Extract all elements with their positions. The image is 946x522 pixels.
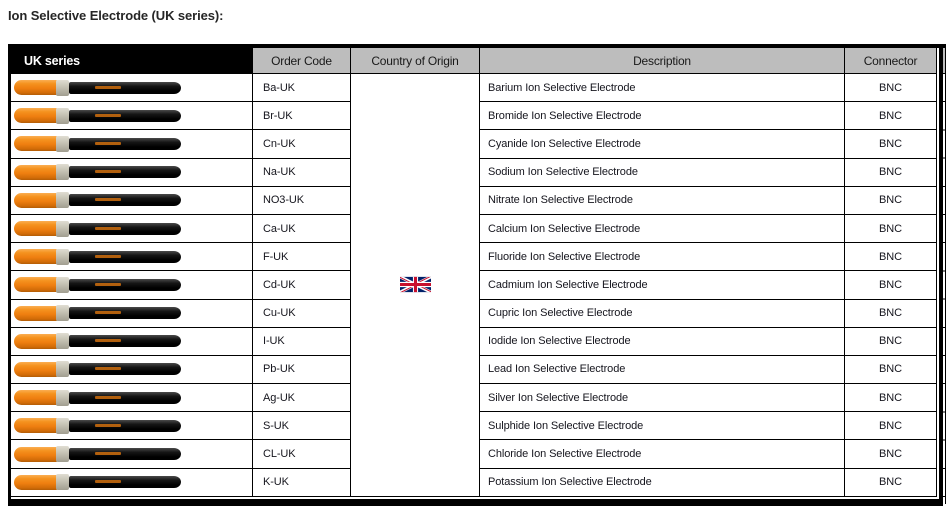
electrode-table	[8, 44, 943, 506]
order-code-cell: Ag-UK	[253, 384, 351, 412]
column-header-description: Description	[480, 48, 845, 74]
connector-cell: BNC	[845, 130, 937, 158]
order-code-cell: Pb-UK	[253, 356, 351, 384]
electrode-brand-mark	[95, 227, 121, 230]
electrode-cap	[14, 390, 57, 405]
electrode-collar	[56, 221, 69, 237]
connector-cell: BNC	[845, 159, 937, 187]
order-code-cell: I-UK	[253, 328, 351, 356]
electrode-brand-mark	[95, 86, 121, 89]
cropped-column-rows	[943, 74, 945, 497]
electrode-collar	[56, 446, 69, 462]
connector-cell: BNC	[845, 102, 937, 130]
electrode-body	[69, 138, 181, 150]
electrode-image	[14, 360, 184, 378]
connector-cell: BNC	[845, 74, 937, 102]
electrode-image	[14, 445, 184, 463]
electrode-cap	[14, 165, 57, 180]
connector-cell: BNC	[845, 384, 937, 412]
electrode-cap	[14, 108, 57, 123]
electrode-cell	[11, 356, 253, 384]
electrode-cell	[11, 130, 253, 158]
connector-cell: BNC	[845, 412, 937, 440]
description-cell: Potassium Ion Selective Electrode	[480, 469, 845, 497]
electrode-cell	[11, 187, 253, 215]
electrode-image	[14, 276, 184, 294]
electrode-brand-mark	[95, 170, 121, 173]
column-header-connector: Connector	[845, 48, 937, 74]
electrode-collar	[56, 164, 69, 180]
column-header-country-of-origin: Country of Origin	[351, 48, 480, 74]
electrode-collar	[56, 390, 69, 406]
electrode-body	[69, 307, 181, 319]
electrode-collar	[56, 192, 69, 208]
order-code-cell: Ca-UK	[253, 215, 351, 243]
description-cell: Cadmium Ion Selective Electrode	[480, 271, 845, 299]
electrode-cap	[14, 193, 57, 208]
order-code-cell: K-UK	[253, 469, 351, 497]
electrode-body	[69, 420, 181, 432]
electrode-collar	[56, 108, 69, 124]
electrode-brand-mark	[95, 452, 121, 455]
description-cell: Iodide Ion Selective Electrode	[480, 328, 845, 356]
electrode-image	[14, 248, 184, 266]
electrode-brand-mark	[95, 198, 121, 201]
electrode-body	[69, 363, 181, 375]
electrode-cell	[11, 412, 253, 440]
electrode-cell	[11, 384, 253, 412]
electrode-image	[14, 389, 184, 407]
electrode-body	[69, 476, 181, 488]
electrode-cell	[11, 102, 253, 130]
electrode-collar	[56, 305, 69, 321]
electrode-cell	[11, 215, 253, 243]
electrode-collar	[56, 418, 69, 434]
electrode-cap	[14, 136, 57, 151]
electrode-brand-mark	[95, 367, 121, 370]
electrode-body	[69, 82, 181, 94]
order-code-cell: F-UK	[253, 243, 351, 271]
electrode-image	[14, 417, 184, 435]
electrode-cap	[14, 334, 57, 349]
electrode-brand-mark	[95, 255, 121, 258]
electrode-cell	[11, 243, 253, 271]
connector-cell: BNC	[845, 187, 937, 215]
electrode-body	[69, 448, 181, 460]
electrode-brand-mark	[95, 480, 121, 483]
order-code-cell: Cu-UK	[253, 300, 351, 328]
description-cell: Sodium Ion Selective Electrode	[480, 159, 845, 187]
electrode-cap	[14, 249, 57, 264]
description-cell: Silver Ion Selective Electrode	[480, 384, 845, 412]
electrode-collar	[56, 333, 69, 349]
order-code-cell: Na-UK	[253, 159, 351, 187]
electrode-image	[14, 191, 184, 209]
connector-cell: BNC	[845, 300, 937, 328]
electrode-brand-mark	[95, 142, 121, 145]
electrode-collar	[56, 474, 69, 490]
electrode-body	[69, 223, 181, 235]
electrode-body	[69, 251, 181, 263]
connector-cell: BNC	[845, 356, 937, 384]
connector-cell: BNC	[845, 440, 937, 468]
electrode-cell	[11, 159, 253, 187]
electrode-brand-mark	[95, 311, 121, 314]
electrode-cell	[11, 300, 253, 328]
electrode-image	[14, 163, 184, 181]
electrode-cap	[14, 80, 57, 95]
order-code-cell: Ba-UK	[253, 74, 351, 102]
description-cell: Chloride Ion Selective Electrode	[480, 440, 845, 468]
connector-cell: BNC	[845, 243, 937, 271]
electrode-cell	[11, 271, 253, 299]
description-cell: Calcium Ion Selective Electrode	[480, 215, 845, 243]
electrode-collar	[56, 277, 69, 293]
order-code-cell: CL-UK	[253, 440, 351, 468]
order-code-cell: NO3-UK	[253, 187, 351, 215]
electrode-brand-mark	[95, 339, 121, 342]
electrode-image	[14, 473, 184, 491]
order-code-cell: S-UK	[253, 412, 351, 440]
electrode-collar	[56, 136, 69, 152]
description-cell: Bromide Ion Selective Electrode	[480, 102, 845, 130]
electrode-cap	[14, 277, 57, 292]
electrode-body	[69, 194, 181, 206]
electrode-collar	[56, 80, 69, 96]
electrode-body	[69, 335, 181, 347]
electrode-cap	[14, 221, 57, 236]
country-of-origin-cell	[351, 74, 480, 497]
electrode-collar	[56, 249, 69, 265]
electrode-cell	[11, 469, 253, 497]
connector-cell: BNC	[845, 271, 937, 299]
electrode-cap	[14, 475, 57, 490]
connector-cell: BNC	[845, 328, 937, 356]
electrode-cell	[11, 328, 253, 356]
page-title: Ion Selective Electrode (UK series):	[8, 8, 224, 23]
electrode-image	[14, 220, 184, 238]
electrode-image	[14, 304, 184, 322]
order-code-cell: Cd-UK	[253, 271, 351, 299]
electrode-cap	[14, 306, 57, 321]
description-cell: Lead Ion Selective Electrode	[480, 356, 845, 384]
electrode-image	[14, 135, 184, 153]
description-cell: Cyanide Ion Selective Electrode	[480, 130, 845, 158]
electrode-body	[69, 110, 181, 122]
electrode-brand-mark	[95, 424, 121, 427]
electrode-image	[14, 332, 184, 350]
electrode-brand-mark	[95, 283, 121, 286]
electrode-cell	[11, 440, 253, 468]
description-cell: Nitrate Ion Selective Electrode	[480, 187, 845, 215]
electrode-table-grid	[11, 48, 937, 497]
electrode-image	[14, 79, 184, 97]
description-cell: Cupric Ion Selective Electrode	[480, 300, 845, 328]
electrode-cap	[14, 362, 57, 377]
order-code-cell: Cn-UK	[253, 130, 351, 158]
description-cell: Sulphide Ion Selective Electrode	[480, 412, 845, 440]
cropped-column-header	[943, 48, 945, 74]
uk-flag-icon	[400, 276, 431, 293]
electrode-cap	[14, 418, 57, 433]
electrode-brand-mark	[95, 114, 121, 117]
connector-cell: BNC	[845, 215, 937, 243]
electrode-body	[69, 279, 181, 291]
electrode-body	[69, 392, 181, 404]
description-cell: Barium Ion Selective Electrode	[480, 74, 845, 102]
electrode-collar	[56, 361, 69, 377]
electrode-cap	[14, 447, 57, 462]
electrode-brand-mark	[95, 396, 121, 399]
electrode-body	[69, 166, 181, 178]
column-header-order-code: Order Code	[253, 48, 351, 74]
description-cell: Fluoride Ion Selective Electrode	[480, 243, 845, 271]
electrode-cell	[11, 74, 253, 102]
electrode-image	[14, 107, 184, 125]
order-code-cell: Br-UK	[253, 102, 351, 130]
connector-cell: BNC	[845, 469, 937, 497]
column-header-uk-series: UK series	[11, 48, 253, 74]
